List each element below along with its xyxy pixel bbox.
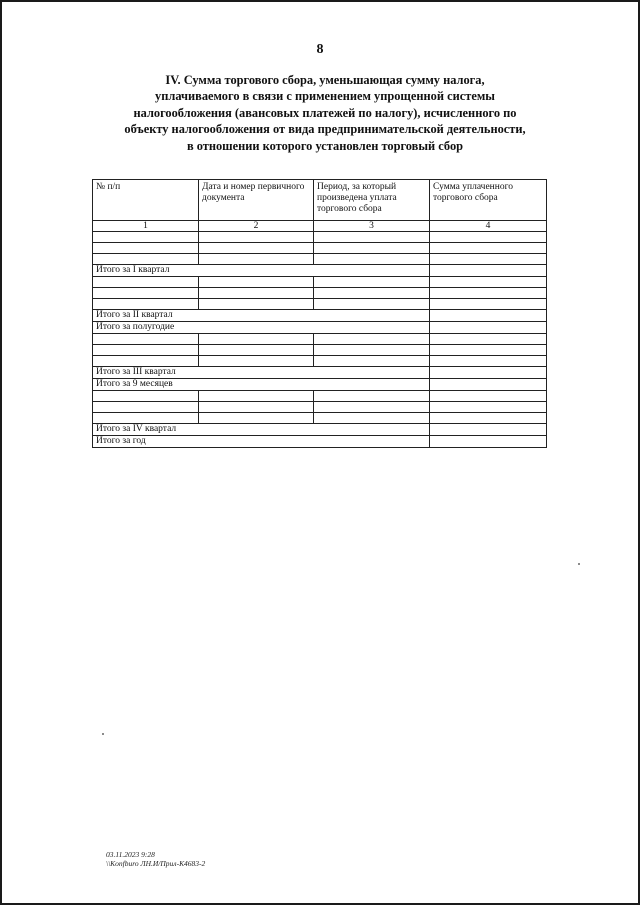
scan-speck — [578, 563, 580, 565]
total-row-year — [93, 436, 547, 448]
column-number: 2 — [199, 221, 314, 232]
table-row — [93, 334, 547, 345]
table-row — [93, 254, 547, 265]
total-row-q2 — [93, 310, 547, 322]
total-row-nine-months — [93, 379, 547, 391]
footer-timestamp: 03.11.2023 9:28 — [106, 850, 155, 859]
footer-stamp — [106, 850, 205, 868]
header-number: № п/п — [93, 180, 199, 221]
table-row — [93, 356, 547, 367]
table-row — [93, 413, 547, 424]
trade-fee-table — [92, 179, 547, 448]
column-number: 3 — [314, 221, 430, 232]
column-number: 4 — [430, 221, 547, 232]
table-row — [93, 299, 547, 310]
header-document: Дата и номер первичного документа — [199, 180, 314, 221]
table-row — [93, 277, 547, 288]
total-row-half-year — [93, 322, 547, 334]
column-number-row — [93, 221, 547, 232]
section-heading — [90, 72, 560, 154]
heading-line: в отношении которого установлен торговый сбор — [186, 138, 464, 153]
heading-line: IV. Сумма торгового сбора, уменьшающая сумму налога, — [165, 73, 485, 87]
total-label: Итого за II квартал — [93, 310, 430, 322]
total-label: Итого за I квартал — [93, 265, 430, 277]
table-header-row — [93, 180, 547, 221]
total-label: Итого за III квартал — [93, 367, 430, 379]
footer-file-ref: \\Konfburo ЛН.И/Прил-К4683-2 — [106, 859, 206, 868]
header-period: Период, за который произведена уплата торгового сбора — [314, 180, 430, 221]
table-row — [93, 288, 547, 299]
total-label: Итого за полугодие — [93, 322, 430, 334]
table-row — [93, 391, 547, 402]
scan-speck — [102, 733, 104, 735]
table-row — [93, 243, 547, 254]
page-number: 8 — [316, 42, 324, 57]
table-row — [93, 402, 547, 413]
table-row — [93, 345, 547, 356]
heading-line: налогообложения (авансовых платежей по налогу), исчисленного по — [133, 105, 517, 120]
total-label: Итого за IV квартал — [93, 424, 430, 436]
header-amount: Сумма уплаченного торгового сбора — [430, 180, 547, 221]
total-row-q1 — [93, 265, 547, 277]
total-label: Итого за 9 месяцев — [93, 379, 430, 391]
column-number: 1 — [93, 221, 199, 232]
table-row — [93, 232, 547, 243]
heading-line: уплачиваемого в связи с применением упрощенной системы — [155, 89, 495, 104]
total-row-q3 — [93, 367, 547, 379]
total-label: Итого за год — [93, 436, 430, 448]
heading-line: объекту налогообложения от вида предпринимательской деятельности, — [124, 122, 526, 137]
total-row-q4 — [93, 424, 547, 436]
